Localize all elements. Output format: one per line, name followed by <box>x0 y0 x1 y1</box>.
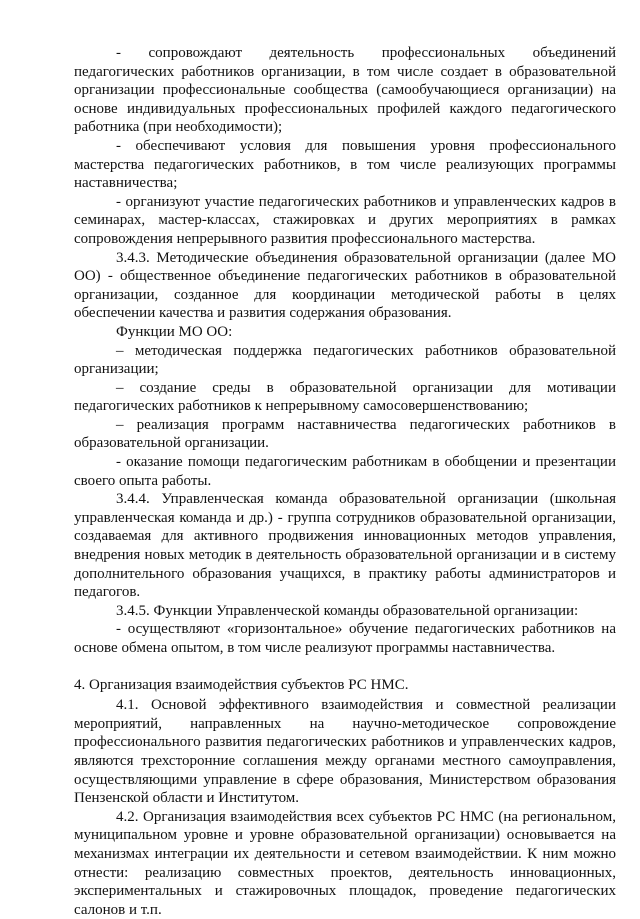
bullet-paragraph-skill-conditions: - обеспечивают условия для повышения уровня профессионального мастерства педагогических работников, в том числе реализующих программы наставничества; <box>74 137 616 192</box>
bullet-paragraph-experience-presentation: - оказание помощи педагогическим работникам в обобщении и презентации своего опыта работы. <box>74 454 616 489</box>
paragraph-3-4-5: 3.4.5. Функции Управленческой команды образовательной организации: <box>116 602 579 619</box>
bullet-paragraph-motivation-environment: – создание среды в образовательной организации для мотивации педагогических работников к непрерывному самосовершенствованию; <box>74 379 616 415</box>
section-heading-4: 4. Организация взаимодействия субъектов РС НМС. <box>74 676 409 693</box>
bullet-paragraph-horizontal-learning: - осуществляют «горизонтальное» обучение педагогических работников на основе обмена опытом, в том числе реализуют программы наставничества. <box>74 621 616 656</box>
bullet-paragraph-mentoring-programs: – реализация программ наставничества педагогических работников в образовательной организации. <box>74 416 616 452</box>
document-page <box>74 44 616 919</box>
paragraph-3-4-3: 3.4.3. Методические объединения образовательной организации (далее МО ОО) - общественное объединение педагогических работников в образовательной организации, созданное для координации методической работы в целях обеспечении качества и развития содержания образования. <box>74 249 616 322</box>
functions-heading-mo-oo: Функции МО ОО: <box>116 323 233 340</box>
paragraph-4-2: 4.2. Организация взаимодействия всех субъектов РС НМС (на региональном, муниципальном уровне и уровне образовательной организации) основывается на механизмах интеграции их деятельности и сетевом взаимодействии. К ним можно отнести: реализацию совместных проектов, деятельность инновационных, экспериментальных и стажировочных площадок, проведение педагогических салонов и т.п. <box>74 808 616 918</box>
paragraph-4-1: 4.1. Основой эффективного взаимодействия и совместной реализации мероприятий, направленных на научно-методическое сопровождение профессионального развития педагогических работников и управленческих кадров, являются трехсторонние соглашения между органами местного самоуправления, осуществляющими управление в сфере образования, Министерством образования Пензенской области и Институтом. <box>74 697 616 807</box>
paragraph-3-4-4: 3.4.4. Управленческая команда образовательной организации (школьная управленческая команда и др.) - группа сотрудников образовательной организации, создаваемая для активного продвижения инновационных методов управления, внедрения новых методик в деятельность образовательной организации и в систему дополнительного образования учащихся, в практику работы администраторов и педагогов. <box>74 491 616 601</box>
bullet-paragraph-methodical-support: – методическая поддержка педагогических работников образовательной организации; <box>74 342 616 378</box>
bullet-paragraph-seminar-participation: - организуют участие педагогических работников и управленческих кадров в семинарах, мастер-классах, стажировках и других мероприятиях в рамках сопровождения непрерывного развития профессионального мастерства. <box>74 193 616 247</box>
bullet-paragraph-professional-associations: - сопровождают деятельность профессиональных объединений педагогических работников организации, в том числе создает в образовательной организации профессиональные сообщества (самообучающиеся организации) на основе индивидуальных профессиональных профилей каждого педагогического работника (при необходимости); <box>74 45 616 136</box>
